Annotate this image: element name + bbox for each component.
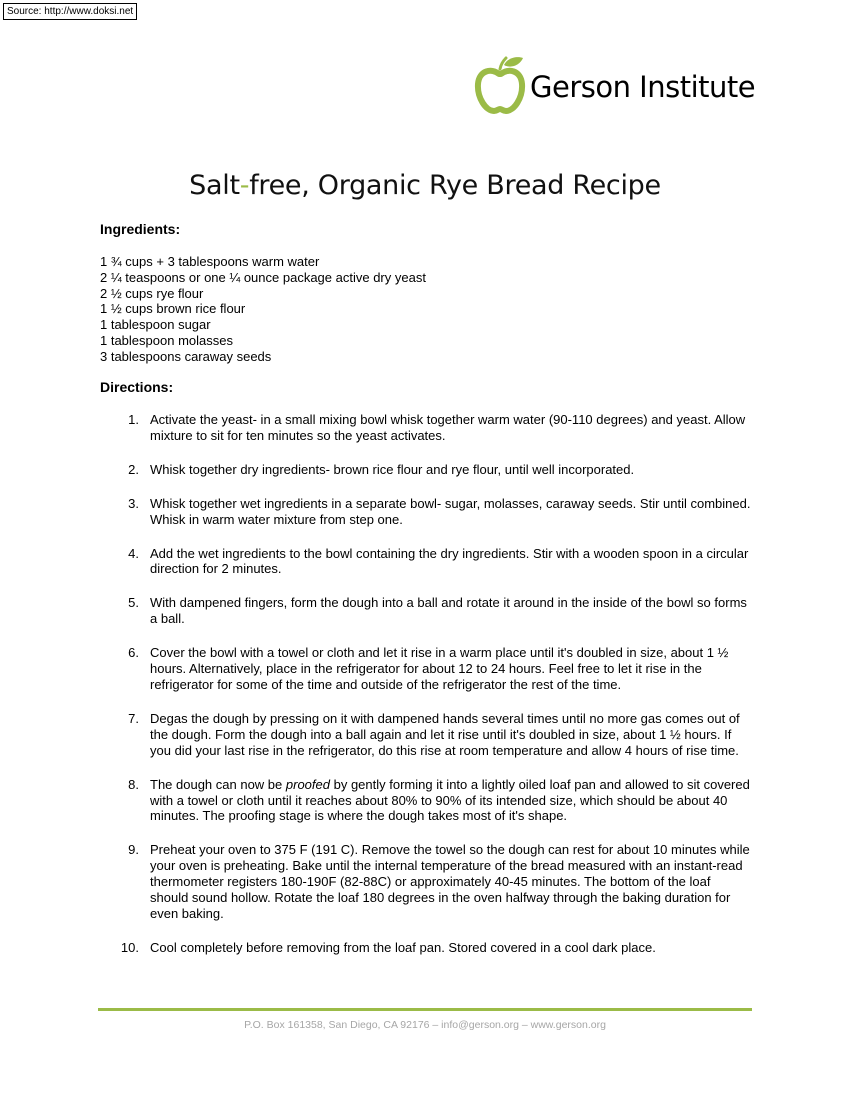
direction-step — [100, 412, 752, 444]
ingredient-item: 2 ¼ teaspoons or one ¼ ounce package active dry yeast — [100, 269, 426, 285]
ingredient-item: 1 tablespoon sugar — [100, 317, 211, 333]
direction-step — [100, 777, 752, 825]
direction-step — [100, 595, 752, 627]
footer-contact: P.O. Box 161358, San Diego, CA 92176 – info@gerson.org – www.gerson.org — [244, 1019, 606, 1031]
direction-step — [100, 462, 752, 478]
step-number: 8. — [128, 776, 139, 792]
step-text — [150, 777, 750, 824]
brand-name: Gerson Institute — [530, 70, 756, 104]
direction-step — [100, 940, 752, 956]
step-text: Add the wet ingredients to the bowl containing the dry ingredients. Stir with a wooden spoon in a circular direction for 2 minutes. — [150, 545, 749, 577]
step-number: 2. — [128, 461, 139, 477]
ingredients-heading: Ingredients: — [100, 221, 181, 237]
gerson-logo — [473, 55, 756, 117]
ingredient-item: 3 tablespoons caraway seeds — [100, 348, 272, 364]
step-number: 4. — [128, 545, 139, 561]
title-part-1: Salt — [189, 170, 240, 201]
title-part-2: free, Organic Rye Bread Recipe — [249, 170, 661, 201]
direction-step — [100, 711, 752, 759]
step-text: Degas the dough by pressing on it with dampened hands several times until no more gas comes out of the dough. Form the dough into a ball again and let it rise until it's doubled in size, about 1 ½ hours. If you did your last rise in the refrigerator, do this rise at room temperature and allow 4 hours of rise time. — [150, 710, 740, 758]
footer-divider — [98, 1008, 752, 1011]
step-text: Activate the yeast- in a small mixing bowl whisk together warm water (90-110 degrees) and yeast. Allow mixture to sit for ten minutes so the yeast activates. — [150, 412, 746, 443]
directions-heading: Directions: — [100, 379, 174, 395]
step-number: 6. — [128, 645, 139, 661]
step-text: With dampened fingers, form the dough into a ball and rotate it around in the inside of the bowl so forms a ball. — [150, 595, 747, 627]
direction-step — [100, 842, 752, 922]
step-text: Cool completely before removing from the loaf pan. Stored covered in a cool dark place. — [150, 939, 656, 955]
step-text: Preheat your oven to 375 F (191 C). Remove the towel so the dough can rest for about 10 minutes while your oven is preheating. Bake until the internal temperature of the bread measured with an instant-read thermometer registers 180-190F (82-88C) or approximately 40-45 minutes. The bottom of the loaf should sound hollow. Rotate the loaf 180 degrees in the oven halfway through the baking duration for even baking. — [150, 842, 750, 921]
ingredient-item: 1 ¾ cups + 3 tablespoons warm water — [100, 254, 320, 269]
step-number: 10. — [120, 939, 139, 955]
step-number: 9. — [128, 842, 139, 858]
step-number: 7. — [128, 710, 139, 726]
page-title — [0, 168, 850, 204]
step-number: 1. — [128, 412, 139, 427]
step-text: Whisk together dry ingredients- brown rice flour and rye flour, until well incorporated. — [150, 461, 635, 477]
ingredient-item: 2 ½ cups rye flour — [100, 285, 204, 301]
ingredient-item: 1 tablespoon molasses — [100, 332, 233, 348]
ingredients-list — [100, 254, 426, 365]
step-text-emphasis: proofed — [285, 776, 330, 792]
ingredient-item: 1 ½ cups brown rice flour — [100, 301, 246, 317]
step-text: Cover the bowl with a towel or cloth and let it rise in a warm place until it's doubled in size, about 1 ½ hours. Alternatively, place in the refrigerator for about 12 to 24 hours. Feel free to let it rise in the refrigerator for some of the time and outside of the refrigerator the rest of the time. — [150, 645, 729, 692]
direction-step — [100, 546, 752, 578]
apple-icon — [473, 55, 529, 117]
title-hyphen: - — [239, 170, 250, 201]
directions-list — [100, 412, 752, 974]
direction-step — [100, 645, 752, 693]
step-number: 3. — [128, 495, 139, 511]
step-text-before: The dough can now be — [150, 776, 286, 792]
step-text-after: by gently forming it into a lightly oiled loaf pan and allowed to sit covered with a towel or cloth until it reaches about 80% to 90% of its intended size, which should be about 40 minutes. The proofing stage is where the dough takes most of it's shape. — [150, 776, 750, 824]
step-number: 5. — [128, 595, 139, 611]
step-text: Whisk together wet ingredients in a separate bowl- sugar, molasses, caraway seeds. Stir until combined. Whisk in warm water mixture from step one. — [150, 495, 751, 527]
direction-step — [100, 496, 752, 528]
source-label: Source: http://www.doksi.net — [3, 3, 137, 20]
